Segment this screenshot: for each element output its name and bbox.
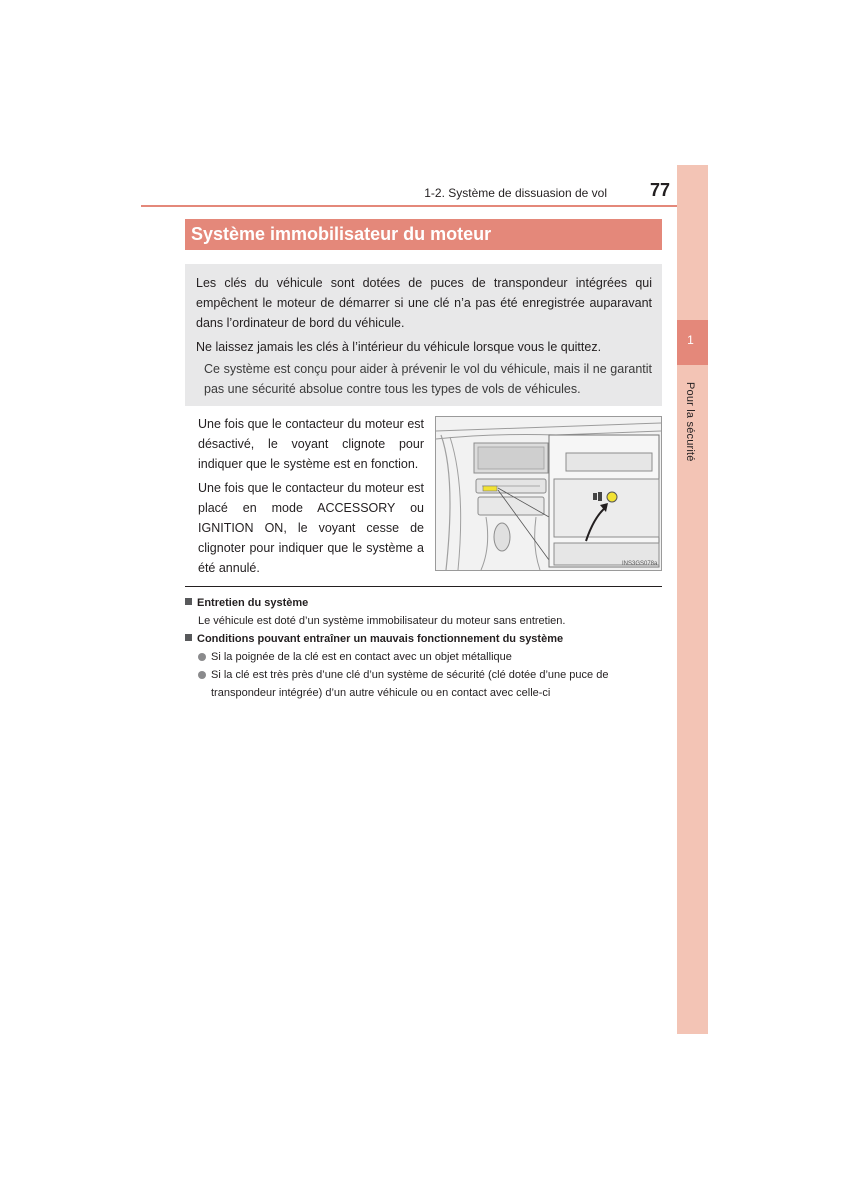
figure-code: INS3GS078a [622,561,658,567]
indicator-light [607,492,617,502]
chapter-tab-strip [677,165,708,1034]
intro-box [185,264,662,406]
header-section-title: 1-2. Système de dissuasion de vol [424,186,607,200]
body-text [198,414,424,582]
header-rule [141,205,677,207]
intro-note: Ce système est conçu pour aider à prévenir le vol du véhicule, mais il ne garantit pas une sécurité absolue contre tous les types de vols de véhicules. [204,362,652,396]
round-bullet-icon [198,653,206,661]
intro-paragraph-1: Les clés du véhicule sont dotées de puces de transpondeur intégrées qui empêchent le moteur de démarrer si une clé n’a pas été enregistrée auparavant dans l’ordinateur de bord du véhicule. [196,276,652,330]
maintenance-heading: Entretien du système [185,594,662,612]
intro-paragraph-2: Ne laissez jamais les clés à l’intérieur du véhicule lorsque vous le quittez. [196,340,602,354]
body-paragraph-2: Une fois que le contacteur du moteur est placé en mode ACCESSORY ou IGNITION ON, le voyant cesse de clignoter pour indiquer que le système a été annulé. [198,481,424,575]
dashboard-drawing [436,417,661,570]
notes-rule [185,586,662,587]
section-title: Système immobilisateur du moteur [185,219,662,250]
notes-section [185,594,662,702]
condition-item: Si la poignée de la clé est en contact avec un objet métallique [185,648,662,666]
dashboard-illustration [435,416,662,571]
maintenance-text: Le véhicule est doté d’un système immobilisateur du moteur sans entretien. [198,615,566,627]
square-bullet-icon [185,634,192,641]
page-number: 77 [650,180,671,200]
chapter-label: Pour la sécurité [684,382,696,462]
condition-item: Si la clé est très près d’une clé d’un système de sécurité (clé dotée d’une puce de transpondeur intégrée) d’un autre véhicule ou en contact avec celle-ci [185,666,662,702]
round-bullet-icon [198,671,206,679]
square-bullet-icon [185,598,192,605]
body-paragraph-1: Une fois que le contacteur du moteur est désactivé, le voyant clignote pour indiquer que le système est en fonction. [198,417,424,471]
chapter-number: 1 [687,333,694,347]
conditions-heading: Conditions pouvant entraîner un mauvais fonctionnement du système [185,630,662,648]
